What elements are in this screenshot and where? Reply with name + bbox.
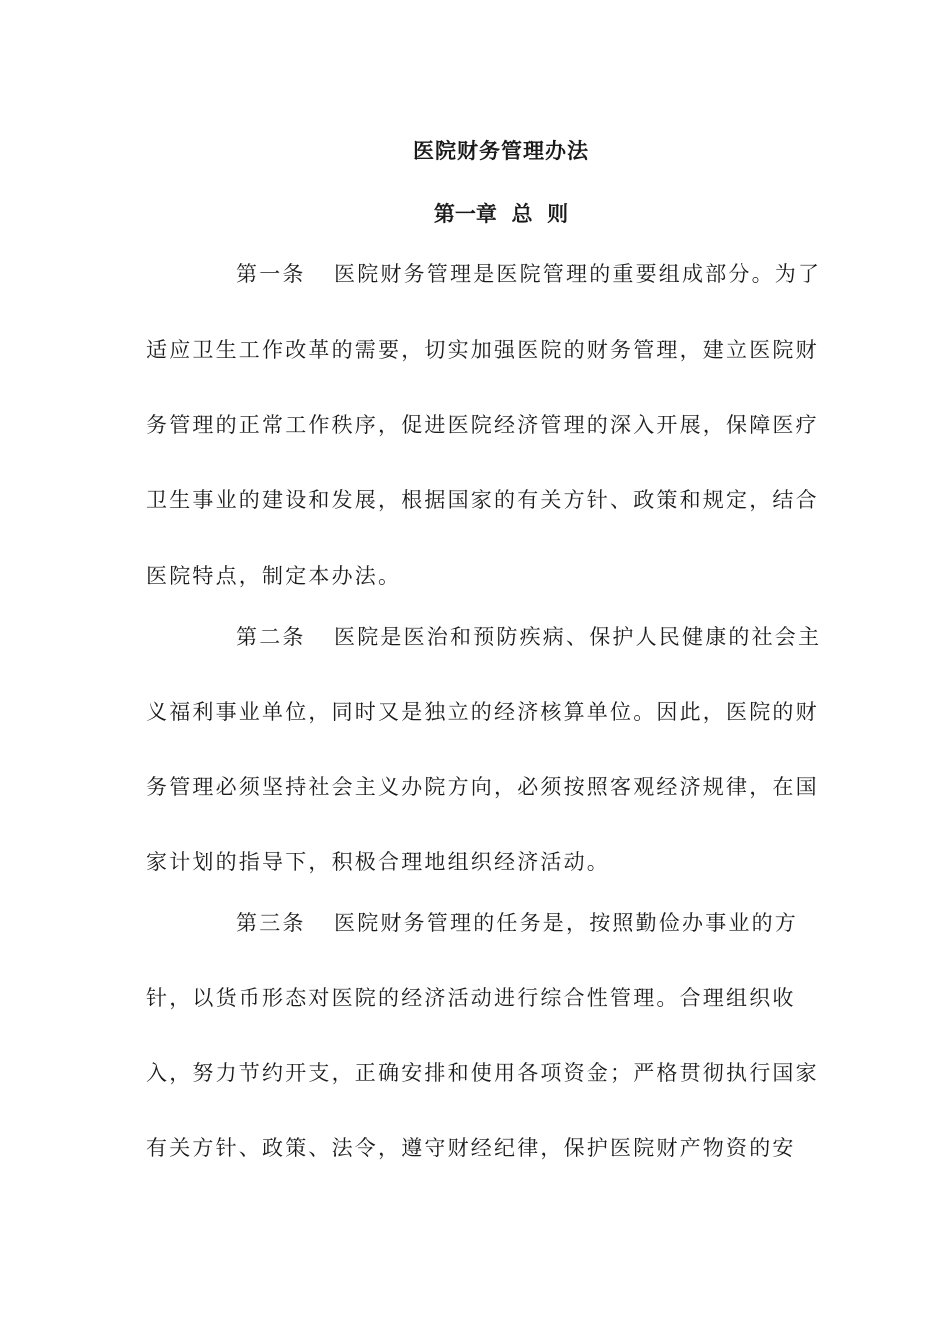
article-1-text: 医院财务管理是医院管理的重要组成部分。为了 — [334, 262, 822, 286]
article-3-text: 医院财务管理的任务是，按照勤俭办事业的方 — [334, 911, 798, 935]
article-1-line-5: 医院特点，制定本办法。 — [146, 564, 402, 588]
document-title: 医院财务管理办法 — [413, 138, 589, 163]
article-3-line-4: 有关方针、政策、法令，遵守财经纪律，保护医院财产物资的安 — [146, 1136, 796, 1160]
article-1-line-2: 适应卫生工作改革的需要，切实加强医院的财务管理，建立医院财 — [146, 338, 819, 362]
article-2-number: 第二条 — [236, 625, 306, 649]
chapter-heading: 第一章 总 则 — [433, 201, 569, 226]
article-1-line-1 — [236, 259, 821, 289]
article-2-line-3: 务管理必须坚持社会主义办院方向，必须按照客观经济规律，在国 — [146, 775, 819, 799]
article-1-number: 第一条 — [236, 262, 306, 286]
article-1-line-4: 卫生事业的建设和发展，根据国家的有关方针、政策和规定，结合 — [146, 488, 819, 512]
article-2-text: 医院是医治和预防疾病、保护人民健康的社会主 — [334, 625, 822, 649]
article-1-line-3: 务管理的正常工作秩序，促进医院经济管理的深入开展，保障医疗 — [146, 413, 819, 437]
article-3-line-1 — [236, 908, 798, 938]
article-3-line-2: 针，以货币形态对医院的经济活动进行综合性管理。合理组织收 — [146, 986, 796, 1010]
article-2-line-1 — [236, 622, 821, 652]
article-3-number: 第三条 — [236, 911, 306, 935]
article-3-line-3: 入，努力节约开支，正确安排和使用各项资金；严格贯彻执行国家 — [146, 1061, 819, 1085]
article-2-line-4: 家计划的指导下，积极合理地组织经济活动。 — [146, 850, 610, 874]
article-2-line-2: 义福利事业单位，同时又是独立的经济核算单位。因此，医院的财 — [146, 700, 819, 724]
